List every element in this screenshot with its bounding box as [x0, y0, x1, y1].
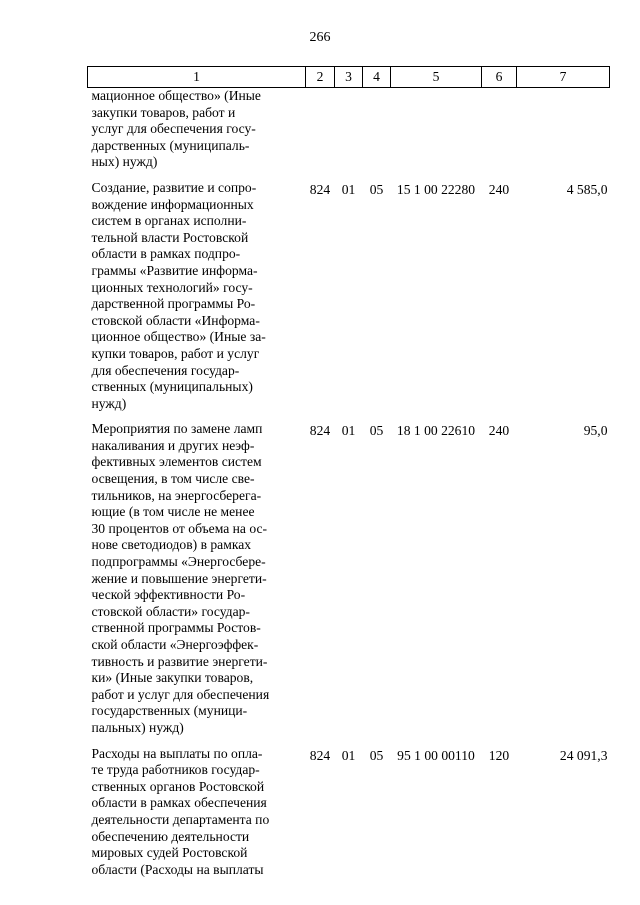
description-line: мационное общество» (Иные — [91, 88, 261, 103]
cell-target-article: 95 1 00 00110 — [397, 747, 475, 763]
description-line: Создание, развитие и сопро- — [91, 179, 257, 195]
description-line: ственной программы Ростов- — [91, 620, 261, 636]
description-line: вождение информационных — [91, 196, 254, 212]
description-line: стовской области» государ- — [91, 603, 250, 619]
description-line: мировых судей Ростовской — [91, 845, 248, 861]
description-line: ционное общество» (Иные за- — [91, 329, 266, 345]
header-col-6: 6 — [482, 67, 517, 88]
cell-ministry — [306, 88, 335, 180]
header-col-3: 3 — [335, 67, 363, 88]
description-line: ственных органов Ростовской — [91, 778, 265, 794]
description-line: деятельности департамента по — [91, 811, 270, 827]
description-line: государственных (муници- — [91, 703, 248, 719]
description-line: тильников, на энергосберега- — [91, 487, 262, 503]
description-line: услуг для обеспечения госу- — [91, 121, 256, 137]
description-line: пальных) нужд) — [91, 719, 184, 735]
cell-expense-type: 120 — [488, 747, 510, 763]
table-row — [88, 88, 610, 180]
header-col-1: 1 — [88, 67, 306, 88]
header-col-2: 2 — [306, 67, 335, 88]
cell-subsection: 05 — [369, 747, 384, 763]
description-line: жение и повышение энергети- — [91, 570, 267, 586]
description-line: ных) нужд) — [91, 154, 158, 170]
cell-section: 01 — [341, 747, 356, 763]
description-line: нужд) — [91, 395, 127, 411]
cell-ministry: 824 — [309, 423, 331, 439]
cell-subsection — [363, 88, 391, 180]
description-line: стовской области «Информа- — [91, 312, 260, 328]
description-line: 30 процентов от объема на ос- — [91, 520, 268, 536]
description-line: тивность и развитие энергети- — [91, 653, 268, 669]
row-description — [88, 421, 306, 745]
cell-ministry: 824 — [309, 181, 331, 197]
row-description — [88, 746, 306, 888]
cell-section: 01 — [341, 181, 356, 197]
description-line: работ и услуг для обеспечения — [91, 686, 270, 702]
description-line: купки товаров, работ и услуг — [91, 345, 260, 361]
description-line: области в рамках обеспечения — [91, 795, 267, 811]
description-line: те труда работников государ- — [91, 762, 260, 778]
cell-expense-type: 240 — [488, 423, 510, 439]
description-line: ющие (в том числе не менее — [91, 504, 255, 520]
description-line: нове светодиодов) в рамках — [91, 537, 252, 553]
table-row — [88, 746, 610, 888]
cell-amount: 4 585,0 — [566, 181, 608, 197]
description-line: дарственных (муниципаль- — [91, 137, 250, 153]
description-line: области (Расходы на выплаты — [91, 861, 264, 877]
header-col-5: 5 — [391, 67, 482, 88]
cell-ministry: 824 — [309, 747, 331, 763]
cell-subsection: 05 — [369, 423, 384, 439]
row-description — [88, 88, 306, 180]
page-number: 266 — [309, 30, 331, 45]
description-line: области в рамках подпро- — [91, 246, 241, 262]
description-line: для обеспечения государ- — [91, 362, 240, 378]
cell-amount: 24 091,3 — [559, 747, 608, 763]
description-line: закупки товаров, работ и — [91, 104, 236, 120]
description-line: ской области «Энергоэффек- — [91, 637, 259, 652]
cell-expense-type: 240 — [488, 181, 510, 197]
cell-amount: 95,0 — [583, 423, 608, 439]
description-line: ки» (Иные закупки товаров, — [91, 670, 254, 686]
budget-table — [87, 66, 610, 887]
header-col-4: 4 — [363, 67, 391, 88]
cell-subsection: 05 — [369, 181, 384, 197]
description-line: Мероприятия по замене ламп — [91, 421, 263, 437]
header-col-7: 7 — [517, 67, 610, 88]
table-row — [88, 180, 610, 421]
cell-amount — [517, 88, 610, 180]
row-description — [88, 180, 306, 421]
cell-target-article — [391, 88, 482, 180]
header-row — [88, 67, 610, 88]
description-line: фективных элементов систем — [91, 454, 262, 470]
cell-section: 01 — [341, 423, 356, 439]
description-line: ционных технологий» госу- — [91, 279, 253, 295]
description-line: ческой эффективности Ро- — [91, 587, 246, 603]
description-line: подпрограммы «Энергосбере- — [91, 554, 266, 570]
description-line: обеспечению деятельности — [91, 828, 250, 844]
cell-section — [335, 88, 363, 180]
description-line: Расходы на выплаты по опла- — [91, 745, 263, 761]
description-line: дарственной программы Ро- — [91, 296, 256, 312]
description-line: освещения, в том числе све- — [91, 471, 255, 487]
cell-expense-type — [482, 88, 517, 180]
cell-target-article: 15 1 00 22280 — [396, 181, 476, 197]
description-line: ственных (муниципальных) — [91, 379, 253, 395]
description-line: накаливания и других неэф- — [91, 437, 255, 453]
description-line: систем в органах исполни- — [91, 213, 247, 229]
description-line: тельной власти Ростовской — [91, 229, 249, 245]
description-line: граммы «Развитие информа- — [91, 262, 258, 278]
table-row — [88, 421, 610, 745]
cell-target-article: 18 1 00 22610 — [396, 423, 476, 439]
